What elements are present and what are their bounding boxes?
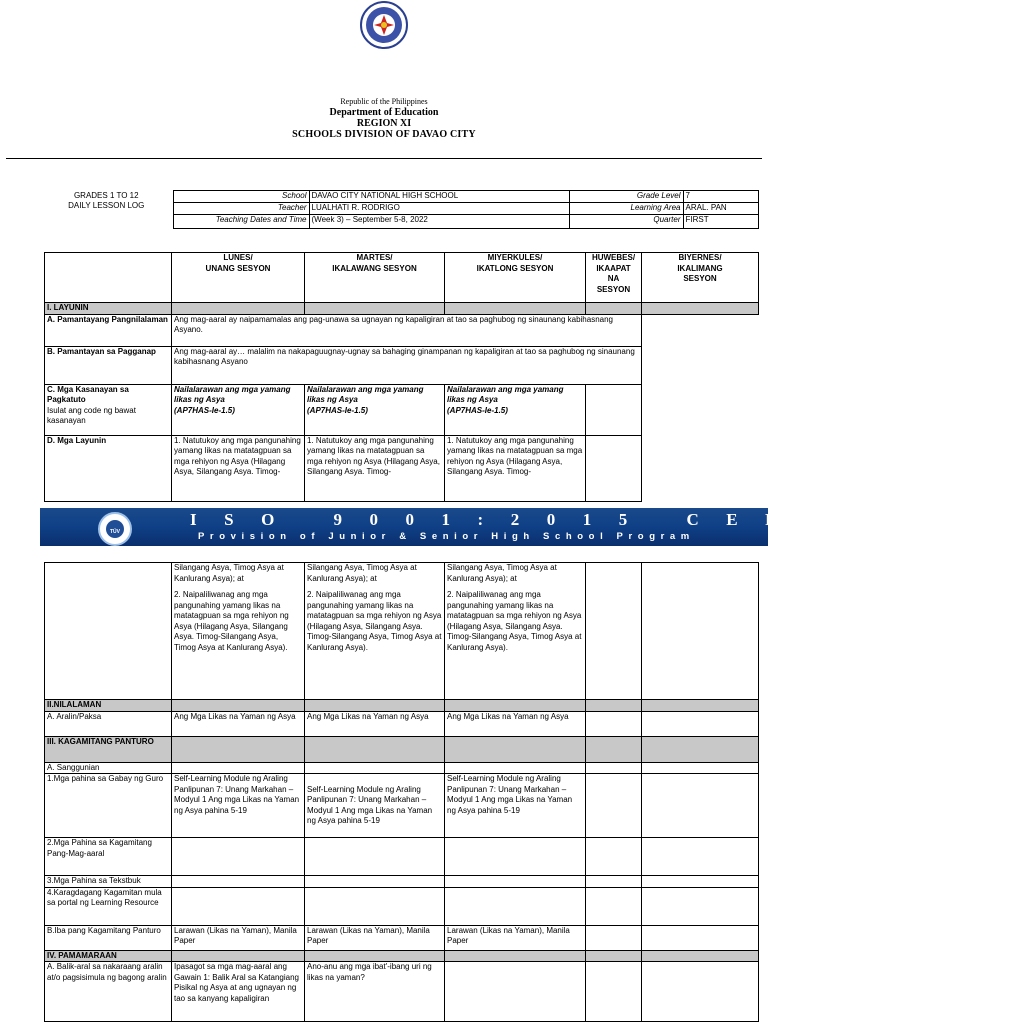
area-value: ARAL. PAN <box>683 203 758 215</box>
col-friday: BIYERNES/ IKALIMANG SESYON <box>642 253 759 303</box>
teacher-value: LUALHATI R. RODRIGO <box>309 203 569 215</box>
kagamitan-tue: Larawan (Likas na Yaman), Manila Paper <box>305 925 445 950</box>
label-karagdagang-kagamitan: 4.Karagdagang Kagamitan mula sa portal ng Learning Resource <box>45 887 172 925</box>
aralin-tue: Ang Mga Likas na Yaman ng Asya <box>305 711 445 736</box>
text-pamantayang-pangnilalaman: Ang mag-aaral ay naipamamalas ang pag-unawa sa ugnayan ng kapaligiran at tao sa paghubog ng sinaunang kabihasnang Asyano. <box>172 314 642 346</box>
dates-label: Teaching Dates and Time <box>173 215 309 229</box>
label-pamantayan-pagganap: B. Pamantayan sa Pagganap <box>45 346 172 384</box>
col-thursday: HUWEBES/ IKAAPAT NA SESYON <box>586 253 642 303</box>
section-pamamaraan: IV. PAMAMARAAN <box>45 950 172 962</box>
iso-certified-text: ISO 9001:2015 CERTIFIED <box>190 510 1028 529</box>
label-aralin-paksa: A. Aralin/Paksa <box>45 711 172 736</box>
label-layunin: D. Mga Layunin <box>45 435 172 501</box>
label-pamantayang-pangnilalaman: A. Pamantayang Pangnilalaman <box>45 314 172 346</box>
lesson-table-bottom <box>44 562 759 1022</box>
balik-aral-mon: Ipasagot sa mga mag-aaral ang Gawain 1: Balik Aral sa Katangiang Pisikal ng Asya at ang ugnayan ng tao sa kanyang kapaligiran <box>172 962 305 1022</box>
header-divider <box>6 158 762 159</box>
header-region: REGION XI <box>356 118 412 129</box>
grade-value: 7 <box>683 191 758 203</box>
kasanayan-wed: Nailalarawan ang mga yamang likas ng Asya (AP7HAS-Ie-1.5) <box>445 384 586 435</box>
label-iba-pang-kagamitan: B.Iba pang Kagamitang Panturo <box>45 925 172 950</box>
tuv-logo-icon: TÜV <box>98 512 132 546</box>
header-republic: Republic of the Philippines <box>340 97 428 106</box>
gabay-tue: Self-Learning Module ng Araling Panlipunan 7: Unang Markahan – Modyul 1 Ang mga Likas na Yaman ng Asya pahina 5-19 <box>305 774 445 838</box>
school-value: DAVAO CITY NATIONAL HIGH SCHOOL <box>309 191 569 203</box>
layunin-tue: 1. Natutukoy ang mga pangunahing yamang likas na matatagpuan sa mga rehiyon ng Asya (Hilagang Asya, Silangang Asya. Timog- <box>305 435 445 501</box>
kagamitan-wed: Larawan (Likas na Yaman), Manila Paper <box>445 925 586 950</box>
header-division: SCHOOLS DIVISION OF DAVAO CITY <box>292 129 476 140</box>
header-department: Department of Education <box>329 107 439 118</box>
iso-program-text: Provision of Junior & Senior High School Program <box>198 531 695 542</box>
balik-aral-tue: Ano-anu ang mga ibat'-ibang uri ng likas na yaman? <box>305 962 445 1022</box>
log-title: GRADES 1 TO 12 DAILY LESSON LOG <box>68 190 145 210</box>
layunin-cont-tue: Silangang Asya, Timog Asya at Kanlurang Asya); at 2. Naipaliliwanag ang mga pangunahing yamang likas na matatagpuan sa mga rehiyon ng Asya (Hilagang Asya, Silangang Asya. Timog-Silangang Asya, Timog Asya at Kanlurang Asya). <box>305 563 445 700</box>
col-wednesday: MIYERKULES/ IKATLONG SESYON <box>445 253 586 303</box>
area-label: Learning Area <box>569 203 683 215</box>
aralin-wed: Ang Mga Likas na Yaman ng Asya <box>445 711 586 736</box>
col-tuesday: MARTES/ IKALAWANG SESYON <box>305 253 445 303</box>
section-layunin: I. LAYUNIN <box>45 303 172 315</box>
label-pang-mag-aaral: 2.Mga Pahina sa Kagamitang Pang-Mag-aaral <box>45 838 172 876</box>
quarter-label: Quarter <box>569 215 683 229</box>
layunin-cont-mon: Silangang Asya, Timog Asya at Kanlurang Asya); at 2. Naipaliliwanag ang mga pangunahing yamang likas na matatagpuan sa mga rehiyon ng Asya (Hilagang Asya, Silangang Asya. Timog-Silangang Asya, Timog Asya at Kanlurang Asya). <box>172 563 305 700</box>
label-tekstbuk: 3.Mga Pahina sa Tekstbuk <box>45 876 172 888</box>
gabay-mon: Self-Learning Module ng Araling Panlipunan 7: Unang Markahan – Modyul 1 Ang mga Likas na Yaman ng Asya pahina 5-19 <box>172 774 305 838</box>
aralin-mon: Ang Mga Likas na Yaman ng Asya <box>172 711 305 736</box>
label-sanggunian: A. Sanggunian <box>45 762 172 774</box>
section-nilalaman: II.NILALAMAN <box>45 700 172 712</box>
dates-value: (Week 3) – September 5-8, 2022 <box>309 215 569 229</box>
school-label: School <box>173 191 309 203</box>
teacher-label: Teacher <box>173 203 309 215</box>
layunin-wed: 1. Natutukoy ang mga pangunahing yamang likas na matatagpuan sa mga rehiyon ng Asya (Hilagang Asya, Silangang Asya. Timog- <box>445 435 586 501</box>
kagamitan-mon: Larawan (Likas na Yaman), Manila Paper <box>172 925 305 950</box>
label-balik-aral: A. Balik-aral sa nakaraang aralin at/o pagsisimula ng bagong aralin <box>45 962 172 1022</box>
grade-label: Grade Level <box>569 191 683 203</box>
lesson-table-top <box>44 252 759 502</box>
text-pamantayan-pagganap: Ang mag-aaral ay… malalim na nakapaguugnay-ugnay sa bahaging ginampanan ng kapaligiran at tao sa paghubog ng sinaunang kabihasnang Asyano <box>172 346 642 384</box>
section-kagamitang-panturo: III. KAGAMITANG PANTURO <box>45 736 172 762</box>
kasanayan-tue: Nailalarawan ang mga yamang likas ng Asya (AP7HAS-Ie-1.5) <box>305 384 445 435</box>
iso-banner <box>40 508 1028 546</box>
label-kasanayan: C. Mga Kasanayan sa Pagkatuto Isulat ang code ng bawat kasanayan <box>45 384 172 435</box>
label-gabay-guro: 1.Mga pahina sa Gabay ng Guro <box>45 774 172 838</box>
deped-seal-icon <box>359 0 409 50</box>
col-monday: LUNES/ UNANG SESYON <box>172 253 305 303</box>
info-table <box>40 190 759 229</box>
layunin-cont-wed: Silangang Asya, Timog Asya at Kanlurang Asya); at 2. Naipaliliwanag ang mga pangunahing yamang likas na matatagpuan sa mga rehiyon ng Asya (Hilagang Asya, Silangang Asya. Timog-Silangang Asya, Timog Asya at Kanlurang Asya). <box>445 563 586 700</box>
quarter-value: FIRST <box>683 215 758 229</box>
kasanayan-mon: Nailalarawan ang mga yamang likas ng Asya (AP7HAS-Ie-1.5) <box>172 384 305 435</box>
gabay-wed: Self-Learning Module ng Araling Panlipunan 7: Unang Markahan – Modyul 1 Ang mga Likas na Yaman ng Asya pahina 5-19 <box>445 774 586 838</box>
layunin-mon: 1. Natutukoy ang mga pangunahing yamang likas na matatagpuan sa mga rehiyon ng Asya (Hilagang Asya, Silangang Asya. Timog- <box>172 435 305 501</box>
